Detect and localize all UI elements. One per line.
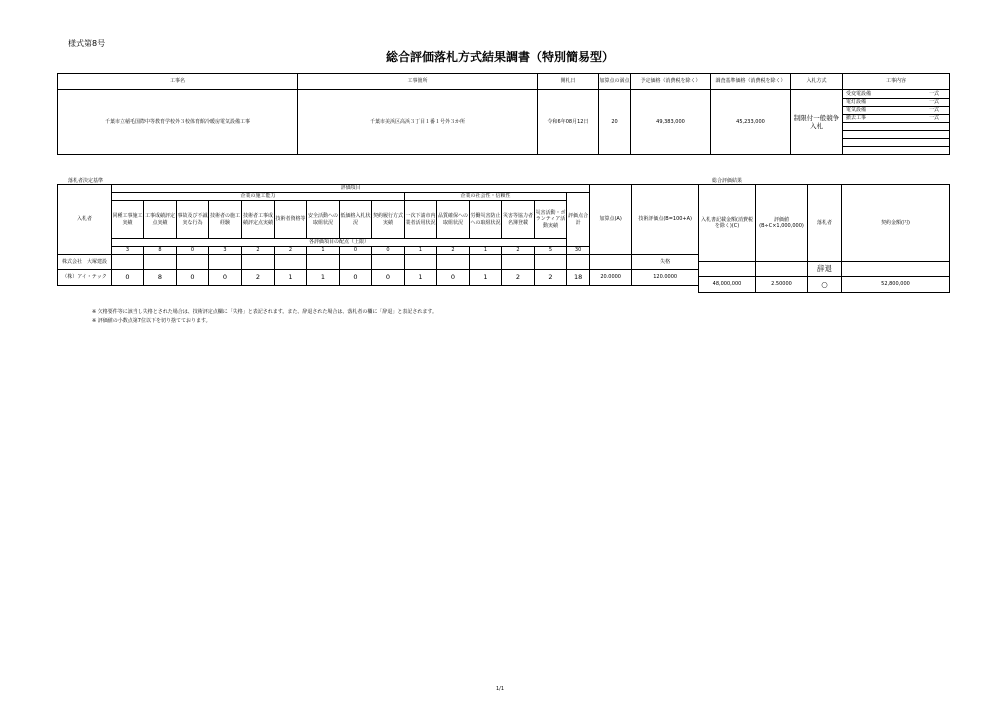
value-header: 評価値(B÷C×1,000,000) [756,185,808,262]
score-cell: 2 [502,270,535,286]
winner-header: 落札者 [808,185,842,262]
winner-cell: ○ [808,277,842,293]
add-points-cell: 20.0000 [590,270,632,286]
criterion-header: 同種工事施工実績 [112,201,144,239]
header-open-date: 開札日 [538,74,599,90]
score-cell [242,255,275,270]
price-header: 入札書記載金額(消費税を除く)(C) [699,185,756,262]
value-cell: 2.50000 [756,277,808,293]
total-cell: 18 [567,270,590,286]
criterion-header: 品質確保への取組状況 [437,201,470,239]
max-point-cell: 8 [144,247,177,255]
score-cell: 0 [112,270,144,286]
content-item [843,123,950,131]
score-cell: 2 [242,270,275,286]
score-cell [275,255,307,270]
content-item [843,139,950,147]
criterion-header: 一次下請市内業者活用状況 [405,201,437,239]
content-item [843,131,950,139]
max-point-cell: 1 [307,247,340,255]
price-cell [699,262,756,277]
max-point-cell: 2 [437,247,470,255]
score-cell [535,255,567,270]
score-cell: 1 [275,270,307,286]
total-header: 評価点合計 [567,193,590,247]
value-cell [756,262,808,277]
score-cell [209,255,242,270]
criterion-header: 安全活動への取組状況 [307,201,340,239]
work-name: 千葉市立稲毛国際中等教育学校外３校体育館冷暖房電気設備工事 [58,90,298,155]
note-disqualified: ※ 欠格要件等に該当し失格とされた場合は、技術評定点欄に「失格」と表記されます。また、辞退された場合は、落札者の欄に「辞退」と表記されます。 [92,309,437,315]
bidder-name: 株式会社 大塚建設 [58,255,112,270]
left-caption: 落札者決定基準 [68,178,104,184]
content-item [843,147,950,155]
add-points-header: 加算点(A) [590,185,632,255]
score-cell: 1 [470,270,502,286]
page-title: 総合評価落札方式結果調書（特別簡易型） [385,50,614,64]
contract-cell: 52,800,000 [842,277,950,293]
max-point-cell: 2 [242,247,275,255]
contract-info-table [57,73,950,155]
tech-points-cell: 失格 [632,255,699,270]
max-point-cell: 0 [177,247,209,255]
group-social-reliability: 企業の社会性・信頼性 [405,193,567,201]
right-caption: 総合評価結果 [712,178,743,184]
score-cell [405,255,437,270]
score-cell [470,255,502,270]
score-cell [177,255,209,270]
max-point-cell: 3 [112,247,144,255]
score-cell [340,255,372,270]
criterion-header: 技術者工事成績評定点実績 [242,201,275,239]
total-cell [567,255,590,270]
price-cell: 48,000,000 [699,277,756,293]
criterion-header: 技術者の施工経験 [209,201,242,239]
tech-points-cell: 120.0000 [632,270,699,286]
header-est-price: 予定価格（消費税を除く） [631,74,711,90]
criterion-header: 災害等協力者名簿登載 [502,201,535,239]
page-number: 1/1 [495,686,505,692]
header-work-name: 工事名 [58,74,298,90]
note-rounding: ※ 評価値の小数点第7位以下を切り捨てております。 [92,318,211,324]
method-value: 制限付一般競争入札 [791,90,843,155]
criterion-header: 工事成績評定点実績 [144,201,177,239]
header-survey-price: 調査基準価格（消費税を除く） [711,74,791,90]
score-cell: 0 [209,270,242,286]
score-cell [112,255,144,270]
criterion-header: 労働災害防止への取組状況 [470,201,502,239]
content-item: 一式 電気設備 [843,107,950,115]
winner-cell: 辞退 [808,262,842,277]
max-point-cell: 5 [535,247,567,255]
criterion-header: 災害活動・ボランティア活動実績 [535,201,567,239]
criterion-header: 契約履行方式実績 [372,201,405,239]
header-work-location: 工事箇所 [298,74,538,90]
score-cell: 1 [405,270,437,286]
score-cell: 0 [372,270,405,286]
form-number: 様式第8号 [68,39,106,48]
max-point-cell: 1 [405,247,437,255]
max-point-cell: 3 [209,247,242,255]
criterion-header: 低価格入札状況 [340,201,372,239]
eval-items-header: 評価項目 [112,185,590,193]
header-method: 入札方式 [791,74,843,90]
content-item: 一式 撤去工事 [843,115,950,123]
bidder-header: 入札者 [58,185,112,255]
score-cell: 0 [340,270,372,286]
max-point-cell: 30 [567,247,590,255]
header-add-full: 加算点の満点 [599,74,631,90]
content-item: 一式 受変電設備 [843,90,950,99]
open-date: 令和6年08月12日 [538,90,599,155]
max-point-cell: 2 [275,247,307,255]
est-price-value: 49,383,000 [631,90,711,155]
max-point-cell: 0 [340,247,372,255]
score-cell [307,255,340,270]
content-item: 一式 電灯設備 [843,99,950,107]
score-cell [372,255,405,270]
add-points-cell [590,255,632,270]
tech-points-header: 技術評価点(B=100+A) [632,185,699,255]
header-content: 工事内容 [843,74,950,90]
work-location: 千葉市美浜区高浜３丁目１番１号外３か所 [298,90,538,155]
score-cell: 8 [144,270,177,286]
score-cell: 2 [535,270,567,286]
contract-header: 契約金額(円) [842,185,950,262]
survey-price-value: 45,233,000 [711,90,791,155]
score-cell [144,255,177,270]
max-points-header: 各評価項目の配点（上限） [112,239,567,247]
criterion-header: 技術者資格等 [275,201,307,239]
result-table [698,184,950,293]
add-full-value: 20 [599,90,631,155]
evaluation-table [57,184,699,286]
criterion-header: 事故及び不誠実な行為 [177,201,209,239]
score-cell: 0 [437,270,470,286]
contract-cell [842,262,950,277]
bidder-name: （株）アイ・テック [58,270,112,286]
score-cell: 1 [307,270,340,286]
max-point-cell: 0 [372,247,405,255]
max-point-cell: 2 [502,247,535,255]
score-cell [502,255,535,270]
score-cell [437,255,470,270]
max-point-cell: 1 [470,247,502,255]
score-cell: 0 [177,270,209,286]
group-construction-ability: 企業の施工能力 [112,193,405,201]
